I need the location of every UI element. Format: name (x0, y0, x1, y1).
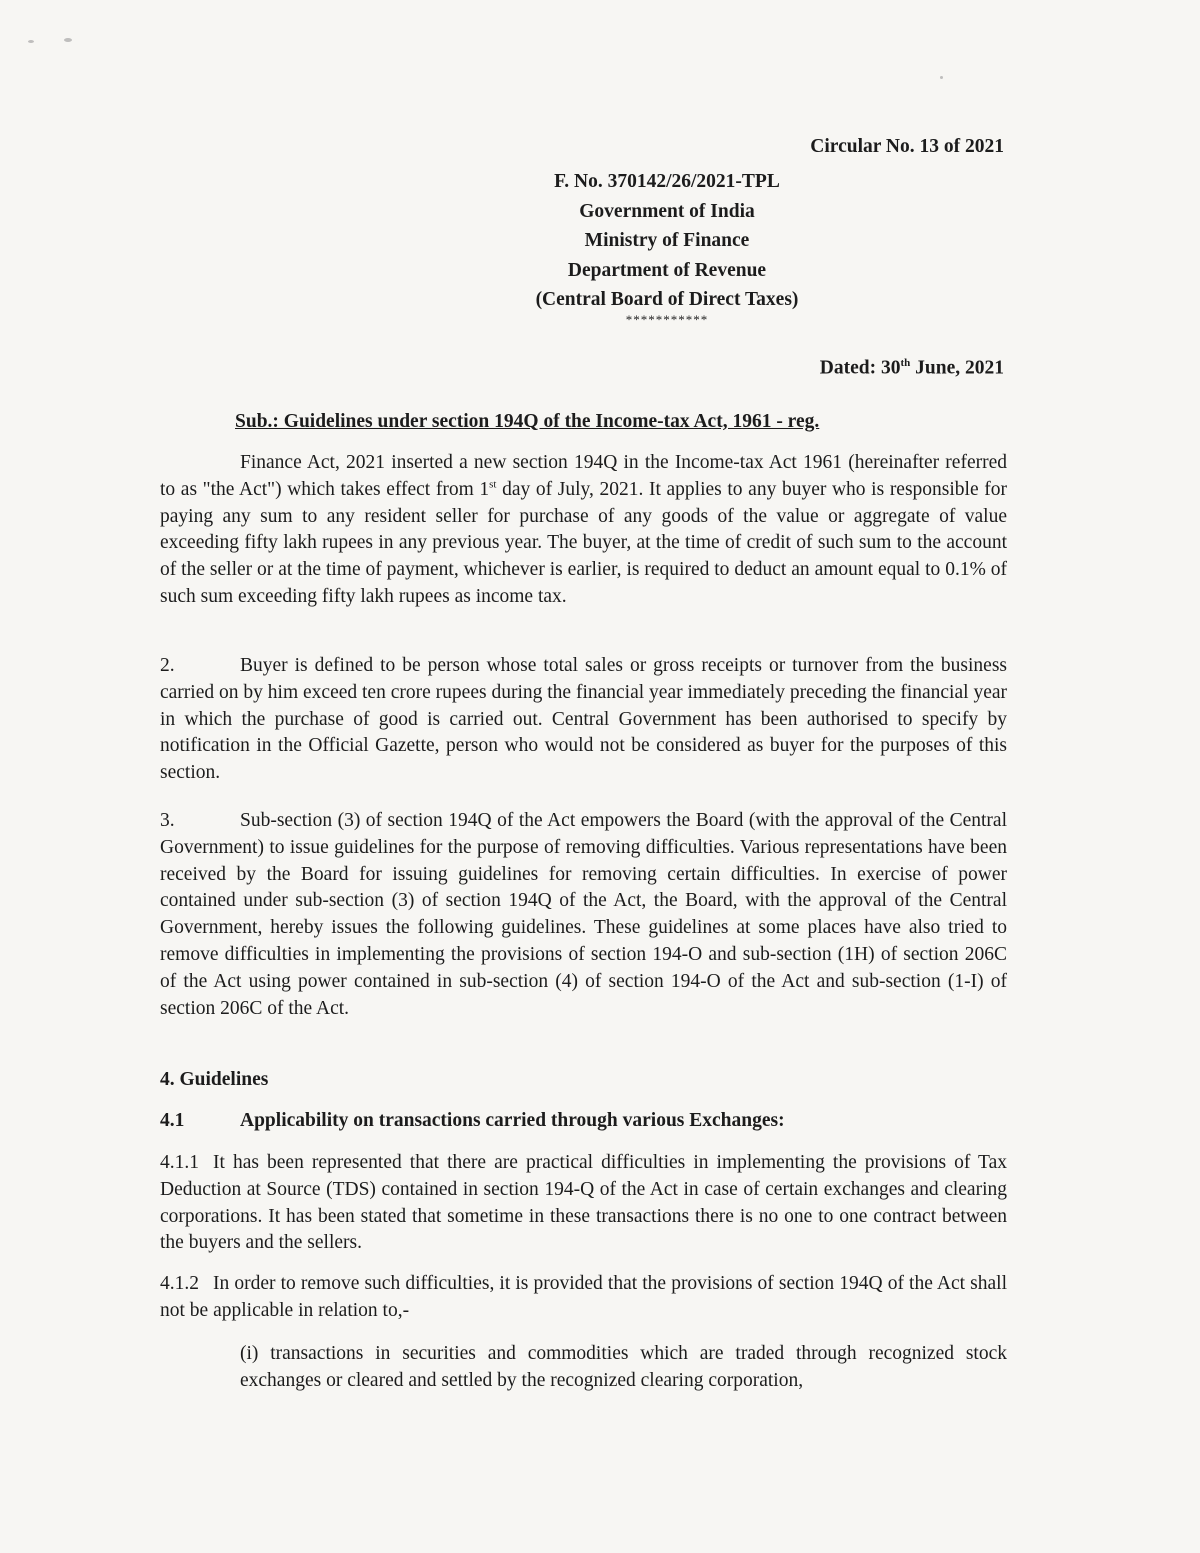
issuing-authority-block (490, 167, 844, 315)
scan-speck (940, 76, 943, 79)
paragraph-3 (160, 808, 1007, 1022)
para-4-1-2-number: 4.1.2 (160, 1273, 199, 1294)
board-line: (Central Board of Direct Taxes) (535, 289, 799, 310)
paragraph-4-1-2 (160, 1271, 1007, 1325)
ministry-line: Ministry of Finance (584, 230, 750, 251)
date-prefix: Dated: 30 (819, 357, 901, 379)
para1-part1: Finance Act, 2021 inserted a new section 194Q in the Income-tax Act 1961 (hereinafter referred to as "the Act") which takes effect from 1 (160, 452, 1007, 500)
date-rest: June, 2021 (910, 357, 1004, 379)
list-item-i: (i) transactions in securities and commodities which are traded through recognized stock exchanges or cleared and settled by the recognized clearing corporation, (240, 1343, 1007, 1391)
section-heading-guidelines: 4. Guidelines (160, 1069, 269, 1090)
para2-text: Buyer is defined to be person whose total sales or gross receipts or turnover from the business carried on by him exceed ten crore rupees during the financial year immediately preceding the financial year in which the purchase of good is carried out. Central Government has been authorised to specify by notification in the Official Gazette, person who would not be considered as buyer for the purposes of this section. (160, 655, 1007, 784)
para3-text: Sub-section (3) of section 194Q of the Act empowers the Board (with the approval of the Central Government) to issue guidelines for the purpose of removing difficulties. Various representations have been received by the Board for issuing guidelines for removing certain difficulties. In exercise of power contained under sub-section (3) of section 194Q of the Act, the Board, with the approval of the Central Government, hereby issues the following guidelines. These guidelines at some places have also tried to remove difficulties in implementing the provisions of section 194-O and sub-section (1H) of section 206C of the Act using power contained in sub-section (4) of section 194-O of the Act and sub-section (1-I) of section 206C of the Act. (160, 810, 1007, 1019)
para1-sup: st (489, 478, 497, 491)
file-number: F. No. 370142/26/2021-TPL (554, 171, 780, 192)
scan-speck (64, 38, 72, 42)
para-4-1-1-text: It has been represented that there are practical difficulties in implementing the provisions of Tax Deduction at Source (TDS) contained in section 194-Q of the Act in case of certain exchanges and clearing corporations. It has been stated that sometime in these transactions there is no one to one contract between the buyers and the sellers. (160, 1152, 1007, 1254)
paragraph-1 (160, 450, 1007, 611)
department-line: Department of Revenue (567, 259, 767, 281)
para-4-1-2-text: In order to remove such difficulties, it is provided that the provisions of section 194Q of the Act shall not be applicable in relation to,- (160, 1273, 1007, 1321)
circular-number: Circular No. 13 of 2021 (810, 136, 1004, 157)
date-suffix: th (900, 357, 911, 369)
government-line: Government of India (579, 200, 755, 222)
heading-4-1-text: Applicability on transactions carried through various Exchanges: (240, 1110, 785, 1131)
paragraph-2 (160, 653, 1007, 787)
date-line (820, 357, 1004, 380)
separator-stars: *********** (625, 312, 709, 327)
heading-4-1-number: 4.1 (160, 1110, 185, 1131)
section-heading-4-1 (160, 1110, 785, 1132)
paragraph-4-1-1 (160, 1150, 1007, 1257)
para3-number: 3. (160, 810, 175, 831)
para1-part2: day of July, 2021. It applies to any buyer who is responsible for paying any sum to any resident seller for purchase of any goods of the value or aggregate of value exceeding fifty lakh rupees in any previous year. The buyer, at the time of credit of such sum to the account of the seller or at the time of payment, whichever is earlier, is required to deduct an amount equal to 0.1% of such sum exceeding fifty lakh rupees as income tax. (160, 478, 1007, 607)
subject-line: Sub.: Guidelines under section 194Q of the Income-tax Act, 1961 - reg. (235, 411, 820, 432)
para2-number: 2. (160, 655, 175, 676)
para-4-1-1-number: 4.1.1 (160, 1152, 199, 1173)
scan-speck (28, 40, 34, 43)
